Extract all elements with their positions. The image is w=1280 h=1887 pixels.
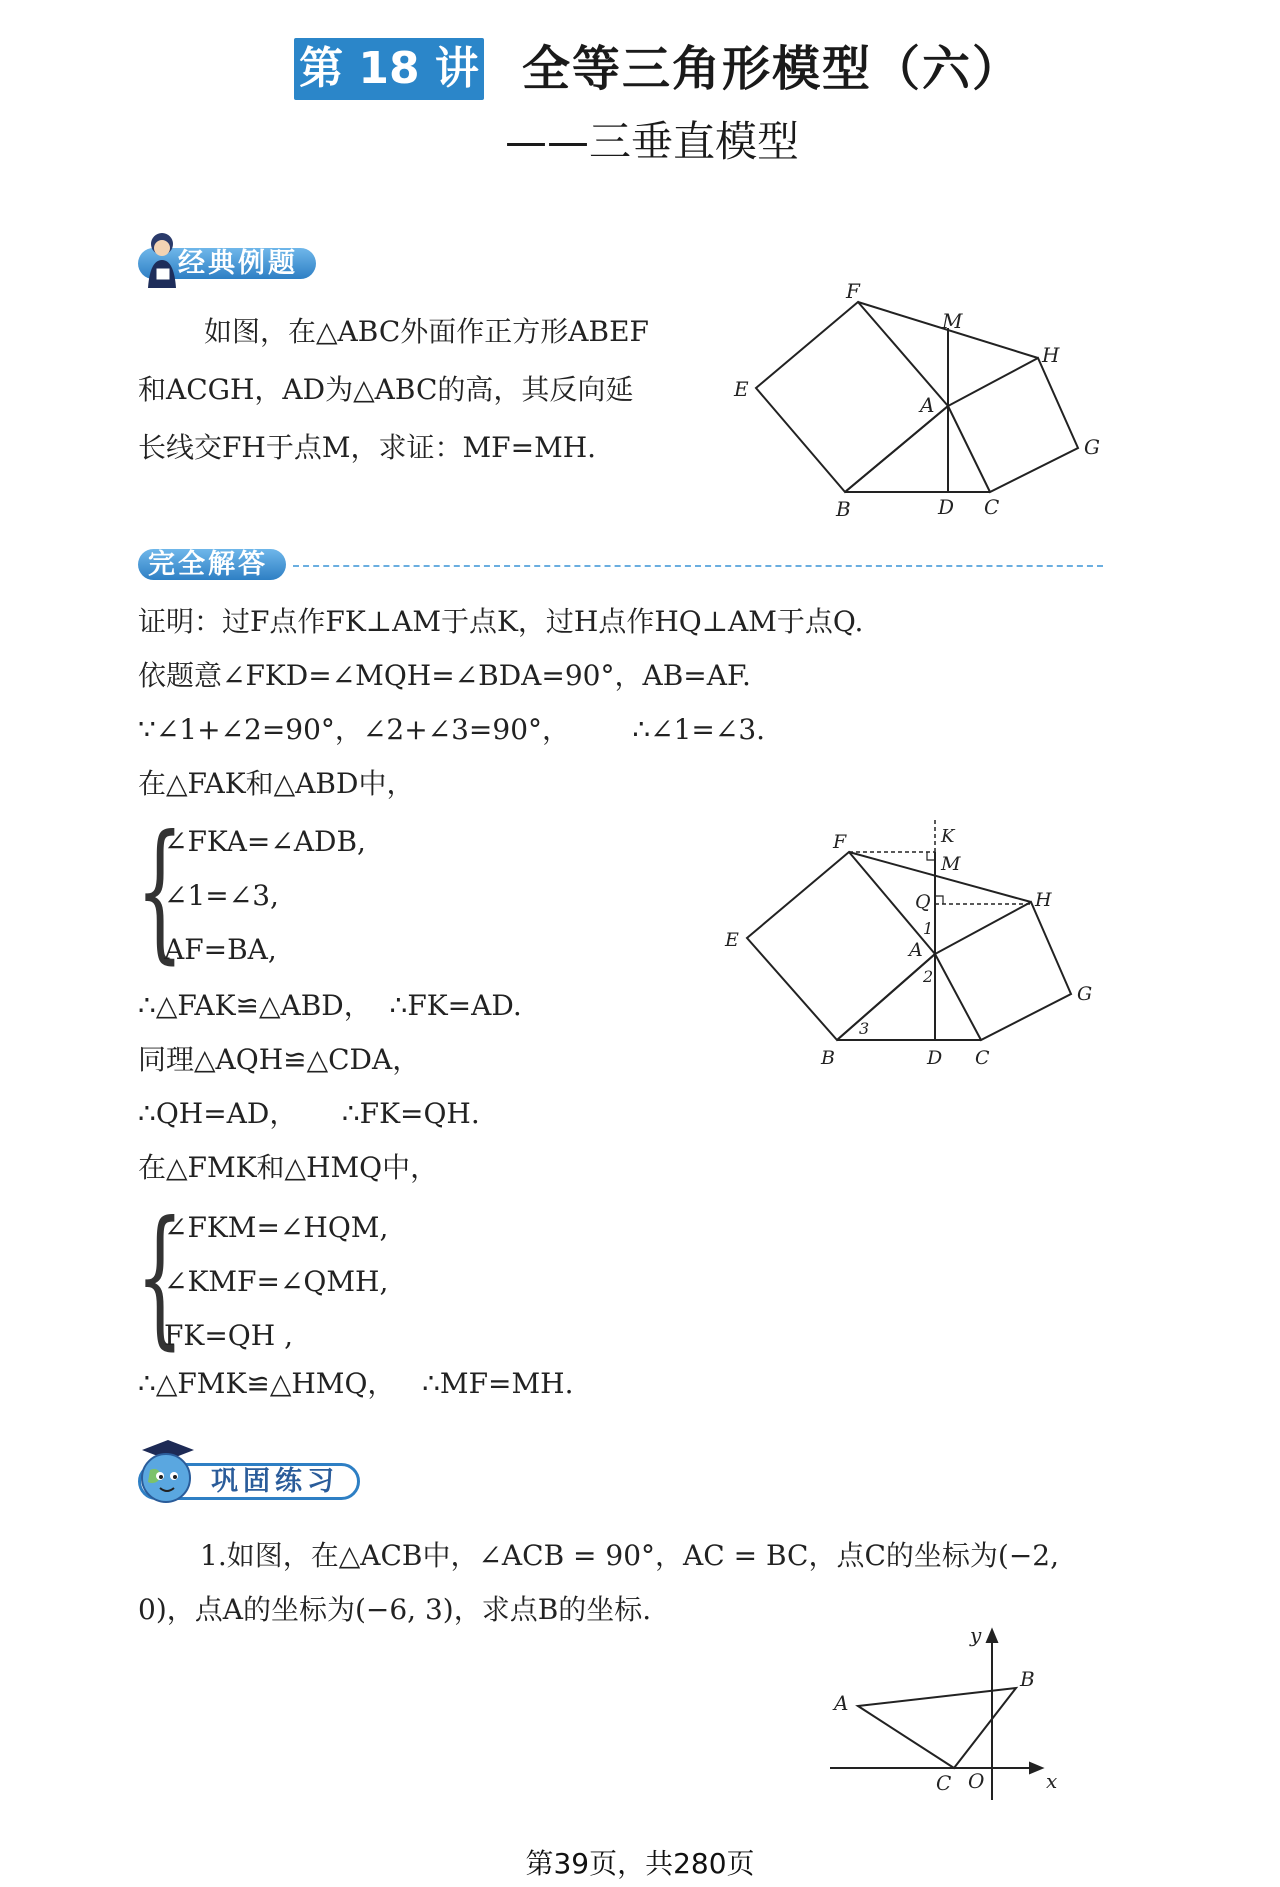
- solution-line: ∴△FAK≌△ABD， ∴FK=AD.: [138, 989, 522, 1022]
- system-line: ∠KMF=∠QMH,: [164, 1265, 389, 1298]
- solution-section-label: 完全解答: [138, 549, 286, 580]
- figure-coordinate-triangle: [820, 1620, 1080, 1800]
- lecture-badge: 第 18 讲: [294, 38, 484, 100]
- label-B: B: [821, 1047, 835, 1069]
- page-title: 全等三角形模型（六）: [522, 41, 1023, 97]
- section-divider: [293, 565, 1103, 567]
- label-2: 2: [923, 967, 934, 986]
- figure-squares-on-triangle: [720, 280, 1110, 530]
- page-number: 第39页，共280页: [525, 1847, 755, 1880]
- practice-line: 0)，点A的坐标为(−6, 3)，求点B的坐标.: [138, 1593, 652, 1626]
- practice-text: [138, 1536, 1059, 1630]
- label-D: D: [938, 495, 955, 519]
- label-M: M: [942, 309, 963, 333]
- label-C: C: [975, 1047, 990, 1069]
- solution-line: 同理△AQH≌△CDA，: [138, 1043, 421, 1076]
- practice-section-label: 巩固练习: [138, 1463, 360, 1500]
- solution-line: ∴QH=AD， ∴FK=QH.: [138, 1097, 480, 1130]
- label-F: F: [846, 280, 860, 303]
- label-H: H: [1035, 889, 1052, 911]
- page-subtitle: ——三垂直模型: [505, 117, 800, 166]
- label-D: D: [927, 1047, 943, 1069]
- label-A: A: [920, 393, 935, 417]
- solution-line: ∵∠1+∠2=90°，∠2+∠3=90°， ∴∠1=∠3.: [138, 713, 766, 746]
- example-section-label: 经典例题: [138, 248, 316, 279]
- label-G: G: [1084, 435, 1100, 459]
- example-text: [138, 312, 649, 468]
- figure-proof-construction: [715, 818, 1110, 1078]
- label-B: B: [1020, 1667, 1035, 1691]
- label-K: K: [941, 826, 955, 847]
- label-G: G: [1077, 983, 1093, 1005]
- label-x: x: [1046, 1769, 1058, 1793]
- label-y: y: [970, 1623, 982, 1647]
- label-C: C: [936, 1771, 952, 1795]
- system-line: FK=QH ,: [164, 1319, 293, 1352]
- solution-text: [138, 602, 863, 804]
- system-line: ∠FKM=∠HQM,: [164, 1211, 389, 1244]
- system-brace: {: [136, 804, 184, 978]
- label-E: E: [734, 377, 749, 401]
- label-B: B: [836, 497, 851, 521]
- solution-section-header: [138, 543, 286, 587]
- system-line: AF=BA,: [164, 933, 277, 966]
- label-3: 3: [859, 1019, 870, 1038]
- equation-system-1: [164, 822, 366, 970]
- label-H: H: [1042, 343, 1060, 367]
- example-section-header: [138, 242, 316, 286]
- practice-line: 1.如图，在△ACB中，∠ACB = 90°，AC = BC，点C的坐标为(−2,: [200, 1539, 1059, 1572]
- solution-line: 在△FAK和△ABD中，: [138, 767, 415, 800]
- equation-system-2: [164, 1208, 388, 1356]
- solution-text-2: [138, 986, 522, 1188]
- label-C: C: [984, 495, 1000, 519]
- student-mascot-icon: [142, 230, 182, 294]
- label-M: M: [941, 853, 961, 875]
- system-line: ∠1=∠3,: [164, 879, 279, 912]
- solution-line: 在△FMK和△HMQ中，: [138, 1151, 439, 1184]
- label-1: 1: [923, 919, 934, 938]
- example-line: 如图，在△ABC外面作正方形ABEF: [204, 315, 649, 348]
- label-F: F: [833, 831, 847, 853]
- example-line: 和ACGH，AD为△ABC的高，其反向延: [138, 373, 634, 406]
- label-Q: Q: [915, 891, 931, 913]
- solution-line: 证明：过F点作FK⊥AM于点K，过H点作HQ⊥AM于点Q.: [138, 605, 864, 638]
- label-E: E: [725, 929, 739, 951]
- solution-line: 依题意∠FKD=∠MQH=∠BDA=90°，AB=AF.: [138, 659, 751, 692]
- label-A: A: [909, 939, 923, 961]
- system-brace: {: [136, 1190, 184, 1364]
- system-line: ∠FKA=∠ADB,: [164, 825, 366, 858]
- example-line: 长线交FH于点M，求证：MF=MH.: [138, 431, 597, 464]
- practice-section-header: [138, 1462, 360, 1502]
- label-O: O: [968, 1769, 985, 1793]
- globe-mascot-icon: [132, 1436, 202, 1512]
- solution-conclusion: ∴△FMK≌△HMQ， ∴MF=MH.: [138, 1367, 574, 1400]
- label-A: A: [834, 1691, 849, 1715]
